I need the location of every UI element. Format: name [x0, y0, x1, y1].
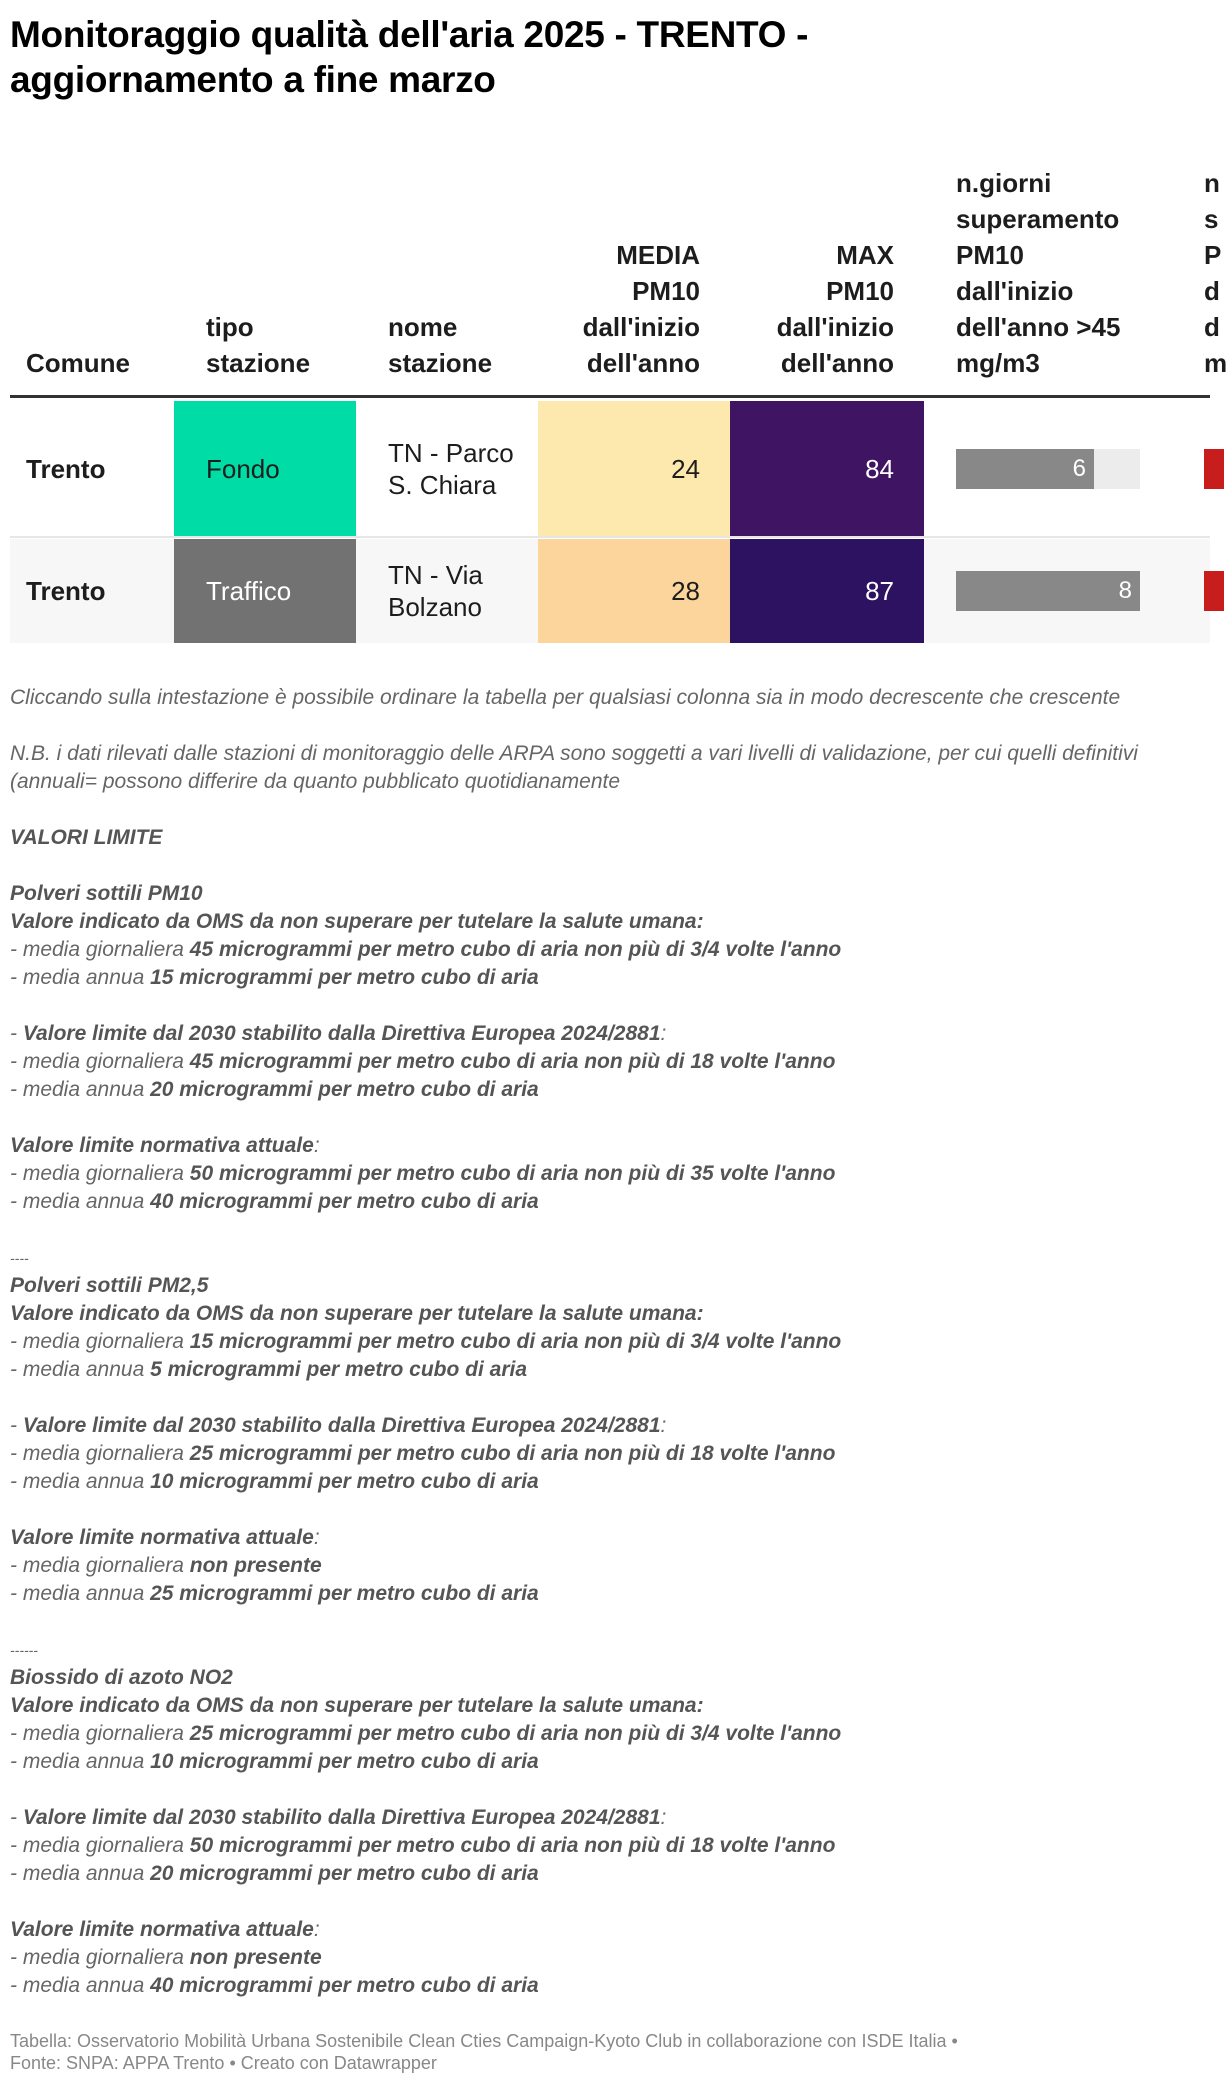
spacer — [10, 1608, 1210, 1636]
cell-nome-stazione: TN - Parco S. Chiara — [388, 437, 514, 500]
oms-heading: Valore indicato da OMS da non superare per tutelare la salute umana: — [10, 910, 704, 933]
header-line: MEDIA — [616, 240, 700, 270]
limit-value: 20 microgrammi per metro cubo di aria — [150, 1862, 539, 1885]
bar-track — [956, 571, 1140, 611]
bar-fill — [956, 571, 1140, 611]
table-header — [10, 150, 1227, 398]
header-media-pm10[interactable] — [583, 237, 700, 381]
bar-track — [956, 449, 1140, 489]
limit-label: - media annua — [10, 1470, 151, 1493]
punctuation: : — [660, 1022, 667, 1045]
current-heading: Valore limite normativa attuale — [10, 1134, 314, 1157]
limit-value: 25 microgrammi per metro cubo di aria non più di 18 volte l'anno — [189, 1442, 836, 1465]
pollutant-name: Polveri sottili PM10 — [10, 882, 203, 905]
limit-label: - media annua — [10, 1862, 151, 1885]
limit-item — [10, 1748, 1210, 1776]
header-clipped-column[interactable] — [1204, 165, 1227, 381]
oms-heading: Valore indicato da OMS da non superare per tutelare la salute umana: — [10, 1302, 704, 1325]
separator-line — [10, 1636, 1210, 1664]
punctuation: : — [313, 1526, 320, 1549]
limit-item — [10, 936, 1210, 964]
data-table — [10, 150, 1227, 644]
limit-label: - media giornaliera — [10, 1722, 190, 1745]
chart-title: Monitoraggio qualità dell'aria 2025 - TRENTO - aggiornamento a fine marzo — [10, 14, 809, 100]
cell-tipo-stazione: Traffico — [174, 539, 356, 643]
limit-value: non presente — [189, 1946, 322, 1969]
limit-value: 10 microgrammi per metro cubo di aria — [150, 1470, 539, 1493]
sort-hint-paragraph — [10, 684, 1210, 712]
spacer — [10, 712, 1210, 740]
cell-giorni-superamento — [924, 539, 1204, 643]
header-line: PM10 — [956, 240, 1024, 270]
dash: - — [10, 1414, 23, 1437]
header-line: PM10 — [632, 276, 700, 306]
limit-value: 50 microgrammi per metro cubo di aria non più di 35 volte l'anno — [189, 1162, 836, 1185]
limit-value: 15 microgrammi per metro cubo di aria non più di 3/4 volte l'anno — [189, 1330, 842, 1353]
valori-limite-heading: VALORI LIMITE — [10, 826, 163, 849]
current-heading-line — [10, 1916, 1210, 1944]
header-line: dall'inizio — [956, 276, 1074, 306]
pollutant-heading — [10, 1664, 1210, 1692]
pollutant-name: Biossido di azoto NO2 — [10, 1666, 233, 1689]
limit-label: - media giornaliera — [10, 1946, 190, 1969]
limit-label: - media annua — [10, 1974, 151, 1997]
header-line: dell'anno — [780, 348, 894, 378]
separator: ------ — [10, 1642, 38, 1658]
header-line: nome — [388, 312, 458, 342]
ue-heading: Valore limite dal 2030 stabilito dalla Direttiva Europea 2024/2881 — [22, 1414, 661, 1437]
separator-line — [10, 1244, 1210, 1272]
cell-nome-stazione: TN - Via Bolzano — [388, 560, 483, 622]
cell-clipped-column — [1204, 539, 1224, 643]
cell-giorni-superamento — [924, 401, 1204, 536]
header-line: stazione — [206, 348, 311, 378]
valori-limite — [10, 824, 1210, 852]
header-line: Comune — [26, 348, 130, 378]
limit-value: 5 microgrammi per metro cubo di aria — [150, 1358, 528, 1381]
cell-max-pm10: 84 — [730, 401, 924, 536]
limit-item — [10, 1972, 1210, 2000]
spacer — [10, 1776, 1210, 1804]
current-heading: Valore limite normativa attuale — [10, 1526, 314, 1549]
limit-label: - media giornaliera — [10, 1050, 190, 1073]
limit-value: 20 microgrammi per metro cubo di aria — [150, 1078, 539, 1101]
header-line: n.giorni — [956, 168, 1052, 198]
current-heading-line — [10, 1132, 1210, 1160]
limit-label: - media giornaliera — [10, 1162, 190, 1185]
limit-item — [10, 964, 1210, 992]
limit-label: - media annua — [10, 1582, 151, 1605]
cell-clipped-column — [1204, 401, 1224, 536]
spacer — [10, 1216, 1210, 1244]
header-comune[interactable] — [26, 345, 130, 381]
header-giorni-superamento-pm10[interactable] — [956, 165, 1120, 381]
oms-heading-line — [10, 908, 1210, 936]
limit-item — [10, 1832, 1210, 1860]
limit-item — [10, 1440, 1210, 1468]
oms-heading-line — [10, 1692, 1210, 1720]
current-heading-line — [10, 1524, 1210, 1552]
limit-label: - media annua — [10, 1358, 151, 1381]
ue-heading-line — [10, 1412, 1210, 1440]
limit-item — [10, 1356, 1210, 1384]
current-heading: Valore limite normativa attuale — [10, 1918, 314, 1941]
separator: ---- — [10, 1250, 29, 1266]
header-max-pm10[interactable] — [777, 237, 894, 381]
pollutant-heading — [10, 880, 1210, 908]
bar-value-label: 6 — [1072, 454, 1086, 482]
cell-tipo-stazione: Fondo — [174, 401, 356, 536]
limit-item — [10, 1468, 1210, 1496]
header-nome-stazione[interactable] — [388, 309, 492, 381]
dash: - — [10, 1806, 23, 1829]
limit-label: - media giornaliera — [10, 938, 190, 961]
limit-item — [10, 1580, 1210, 1608]
cell-comune: Trento — [26, 453, 106, 484]
pollutant-heading — [10, 1272, 1210, 1300]
header-line: MAX — [836, 240, 894, 270]
ue-heading: Valore limite dal 2030 stabilito dalla Direttiva Europea 2024/2881 — [22, 1806, 661, 1829]
header-line: dell'anno — [586, 348, 700, 378]
punctuation: : — [660, 1414, 667, 1437]
nb-note: N.B. i dati rilevati dalle stazioni di monitoraggio delle ARPA sono soggetti a vari livelli di validazione, per cui quelli definitivi (annuali= possono differire da quanto pubblicato quotidianamente — [10, 742, 1144, 793]
ue-heading: Valore limite dal 2030 stabilito dalla Direttiva Europea 2024/2881 — [22, 1022, 661, 1045]
header-line: dall'inizio — [582, 312, 700, 342]
header-line: tipo — [206, 312, 254, 342]
header-line: dell'anno >45 — [956, 312, 1121, 342]
oms-heading: Valore indicato da OMS da non superare per tutelare la salute umana: — [10, 1694, 704, 1717]
limit-value: 25 microgrammi per metro cubo di aria non più di 3/4 volte l'anno — [189, 1722, 842, 1745]
limit-item — [10, 1048, 1210, 1076]
limit-value: 10 microgrammi per metro cubo di aria — [150, 1750, 539, 1773]
limit-label: - media annua — [10, 966, 151, 989]
header-line: stazione — [388, 348, 493, 378]
spacer — [10, 796, 1210, 824]
punctuation: : — [313, 1134, 320, 1157]
limit-item — [10, 1328, 1210, 1356]
cell-media-pm10: 24 — [538, 401, 730, 536]
limit-item — [10, 1076, 1210, 1104]
header-line: superamento — [956, 204, 1120, 234]
table-row — [10, 539, 1210, 643]
spacer — [10, 1384, 1210, 1412]
limit-item — [10, 1188, 1210, 1216]
limit-item — [10, 1720, 1210, 1748]
header-line: P — [1204, 240, 1222, 270]
clipped-bar — [1204, 571, 1224, 611]
limit-item — [10, 1552, 1210, 1580]
header-tipo-stazione[interactable] — [206, 309, 310, 381]
cell-max-pm10: 87 — [730, 539, 924, 643]
header-line: d — [1204, 312, 1220, 342]
limit-value: 40 microgrammi per metro cubo di aria — [150, 1190, 539, 1213]
limit-label: - media annua — [10, 1190, 151, 1213]
footer-source: Fonte: SNPA: APPA Trento • Creato con Datawrapper — [10, 2053, 437, 2073]
limit-label: - media giornaliera — [10, 1554, 190, 1577]
limit-value: 50 microgrammi per metro cubo di aria non più di 18 volte l'anno — [189, 1834, 836, 1857]
limit-label: - media giornaliera — [10, 1442, 190, 1465]
dash: - — [10, 1022, 23, 1045]
limit-value: 15 microgrammi per metro cubo di aria — [150, 966, 539, 989]
spacer — [10, 1104, 1210, 1132]
spacer — [10, 852, 1210, 880]
punctuation: : — [660, 1806, 667, 1829]
header-line: n — [1204, 168, 1220, 198]
cell-media-pm10: 28 — [538, 539, 730, 643]
limit-item — [10, 1944, 1210, 1972]
header-line: dall'inizio — [776, 312, 894, 342]
cell-comune: Trento — [26, 576, 106, 606]
header-line: mg/m3 — [956, 348, 1040, 378]
pollutant-name: Polveri sottili PM2,5 — [10, 1274, 209, 1297]
clipped-bar — [1204, 449, 1224, 489]
spacer — [10, 992, 1210, 1020]
header-line: d — [1204, 276, 1220, 306]
limit-value: 40 microgrammi per metro cubo di aria — [150, 1974, 539, 1997]
limit-label: - media giornaliera — [10, 1834, 190, 1857]
ue-heading-line — [10, 1020, 1210, 1048]
header-line: m — [1204, 348, 1227, 378]
limit-item — [10, 1860, 1210, 1888]
limit-label: - media annua — [10, 1078, 151, 1101]
ue-heading-line — [10, 1804, 1210, 1832]
footer-credit: Tabella: Osservatorio Mobilità Urbana Sostenibile Clean Cties Campaign-Kyoto Club in collaborazione con ISDE Italia • — [10, 2031, 958, 2051]
spacer — [10, 1888, 1210, 1916]
limit-value: non presente — [189, 1554, 322, 1577]
limit-value: 45 microgrammi per metro cubo di aria non più di 3/4 volte l'anno — [189, 938, 842, 961]
limit-value: 25 microgrammi per metro cubo di aria — [150, 1582, 539, 1605]
spacer — [10, 1496, 1210, 1524]
limit-item — [10, 1160, 1210, 1188]
table-row — [10, 401, 1210, 538]
oms-heading-line — [10, 1300, 1210, 1328]
nb-paragraph — [10, 740, 1210, 796]
notes — [10, 684, 1210, 2000]
bar-value-label: 8 — [1118, 577, 1132, 604]
header-line: s — [1204, 204, 1219, 234]
header-line: PM10 — [826, 276, 894, 306]
footer — [10, 2030, 1210, 2074]
punctuation: : — [313, 1918, 320, 1941]
sort-hint: Cliccando sulla intestazione è possibile ordinare la tabella per qualsiasi colonna sia in modo decrescente che crescente — [10, 686, 1121, 709]
limit-value: 45 microgrammi per metro cubo di aria non più di 18 volte l'anno — [189, 1050, 836, 1073]
limit-label: - media giornaliera — [10, 1330, 190, 1353]
limit-label: - media annua — [10, 1750, 151, 1773]
